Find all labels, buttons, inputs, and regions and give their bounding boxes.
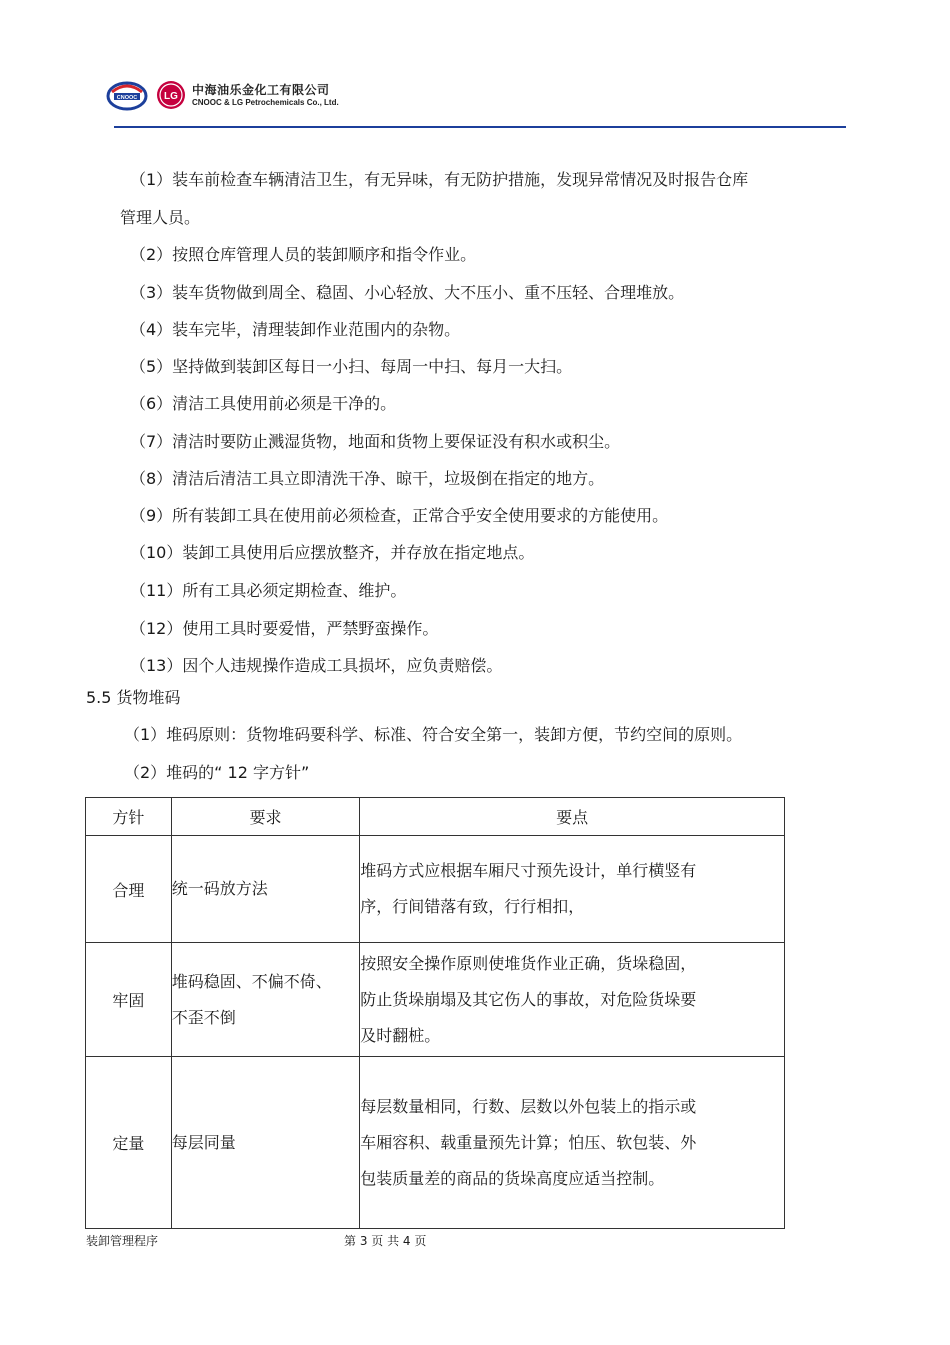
policy-cell: 合理 bbox=[86, 836, 172, 943]
table-row bbox=[86, 1057, 785, 1229]
list-item-11: （11）所有工具必须定期检查、维护。 bbox=[130, 581, 407, 600]
points-line: 每层数量相同，行数、层数以外包装上的指示或 bbox=[360, 1096, 697, 1116]
list-item-6: （6）清洁工具使用前必须是干净的。 bbox=[130, 394, 397, 413]
page-header bbox=[106, 78, 846, 128]
requirement-line: 堆码稳固、不偏不倚、 bbox=[171, 971, 332, 991]
points-line: 防止货垛崩塌及其它伤人的事故，对危险货垛要 bbox=[360, 989, 697, 1009]
section-heading: 5.5 货物堆码 bbox=[86, 688, 181, 707]
policy-cell: 定量 bbox=[86, 1057, 172, 1229]
column-header-requirement: 要求 bbox=[171, 798, 359, 836]
requirement-line: 不歪不倒 bbox=[171, 1007, 236, 1027]
requirement-cell bbox=[171, 836, 359, 943]
list-item-8: （8）清洁后清洁工具立即清洗干净、晾干，垃圾倒在指定的地方。 bbox=[130, 469, 605, 488]
list-item-1-cont: 管理人员。 bbox=[120, 208, 201, 227]
policy-cell: 牢固 bbox=[86, 943, 172, 1057]
column-header-points: 要点 bbox=[360, 798, 785, 836]
company-name-cn: 中海油乐金化工有限公司 bbox=[192, 83, 330, 97]
company-name-en: CNOOC & LG Petrochemicals Co., Ltd. bbox=[192, 98, 339, 107]
lg-logo-text: LG bbox=[164, 91, 178, 102]
table-row bbox=[86, 836, 785, 943]
list-item-10: （10）装卸工具使用后应摆放整齐，并存放在指定地点。 bbox=[130, 543, 535, 562]
requirement-cell bbox=[171, 1057, 359, 1229]
table-header-row bbox=[86, 798, 785, 836]
points-line: 序，行间错落有致，行行相扣， bbox=[360, 897, 585, 916]
cnooc-logo-text: CNOOC bbox=[116, 95, 138, 101]
requirement-line: 统一码放方法 bbox=[171, 879, 268, 898]
column-header-policy: 方针 bbox=[86, 798, 172, 836]
list-item-3: （3）装车货物做到周全、稳固、小心轻放、大不压小、重不压轻、合理堆放。 bbox=[130, 283, 685, 302]
list-item-5: （5）坚持做到装卸区每日一小扫、每周一中扫、每月一大扫。 bbox=[130, 357, 573, 376]
section-item-1: （1）堆码原则：货物堆码要科学、标准、符合安全第一，装卸方便，节约空间的原则。 bbox=[124, 725, 743, 744]
list-item-12: （12）使用工具时要爱惜，严禁野蛮操作。 bbox=[130, 619, 439, 638]
cnooc-logo-icon bbox=[106, 78, 150, 112]
points-line: 堆码方式应根据车厢尺寸预先设计，单行横竖有 bbox=[360, 861, 697, 880]
requirement-cell bbox=[171, 943, 359, 1057]
points-line: 包装质量差的商品的货垛高度应适当控制。 bbox=[360, 1168, 665, 1188]
points-line: 及时翻桩。 bbox=[360, 1025, 441, 1045]
table-row bbox=[86, 943, 785, 1057]
stacking-policy-table bbox=[85, 797, 785, 1229]
section-item-2: （2）堆码的“ 12 字方针” bbox=[124, 763, 310, 782]
list-item-9: （9）所有装卸工具在使用前必须检查，正常合乎安全使用要求的方能使用。 bbox=[130, 506, 669, 525]
points-cell bbox=[360, 1057, 785, 1229]
list-item-1: （1）装车前检查车辆清洁卫生，有无异味，有无防护措施，发现异常情况及时报告仓库 bbox=[130, 170, 749, 189]
footer-doc-name: 装卸管理程序 bbox=[86, 1234, 159, 1248]
points-line: 车厢容积、载重量预先计算；怕压、软包装、外 bbox=[360, 1132, 697, 1152]
points-cell bbox=[360, 943, 785, 1057]
points-cell bbox=[360, 836, 785, 943]
list-item-13: （13）因个人违规操作造成工具损坏，应负责赔偿。 bbox=[130, 656, 503, 675]
list-item-7: （7）清洁时要防止溅湿货物，地面和货物上要保证没有积水或积尘。 bbox=[130, 432, 621, 451]
header-divider bbox=[114, 126, 846, 128]
requirement-line: 每层同量 bbox=[171, 1132, 236, 1152]
points-line: 按照安全操作原则使堆货作业正确，货垛稳固， bbox=[360, 953, 697, 973]
list-item-4: （4）装车完毕，清理装卸作业范围内的杂物。 bbox=[130, 320, 461, 339]
lg-logo-icon bbox=[156, 80, 186, 110]
footer-page-info: 第 3 页 共 4 页 bbox=[344, 1234, 427, 1248]
list-item-2: （2）按照仓库管理人员的装卸顺序和指令作业。 bbox=[130, 245, 477, 264]
